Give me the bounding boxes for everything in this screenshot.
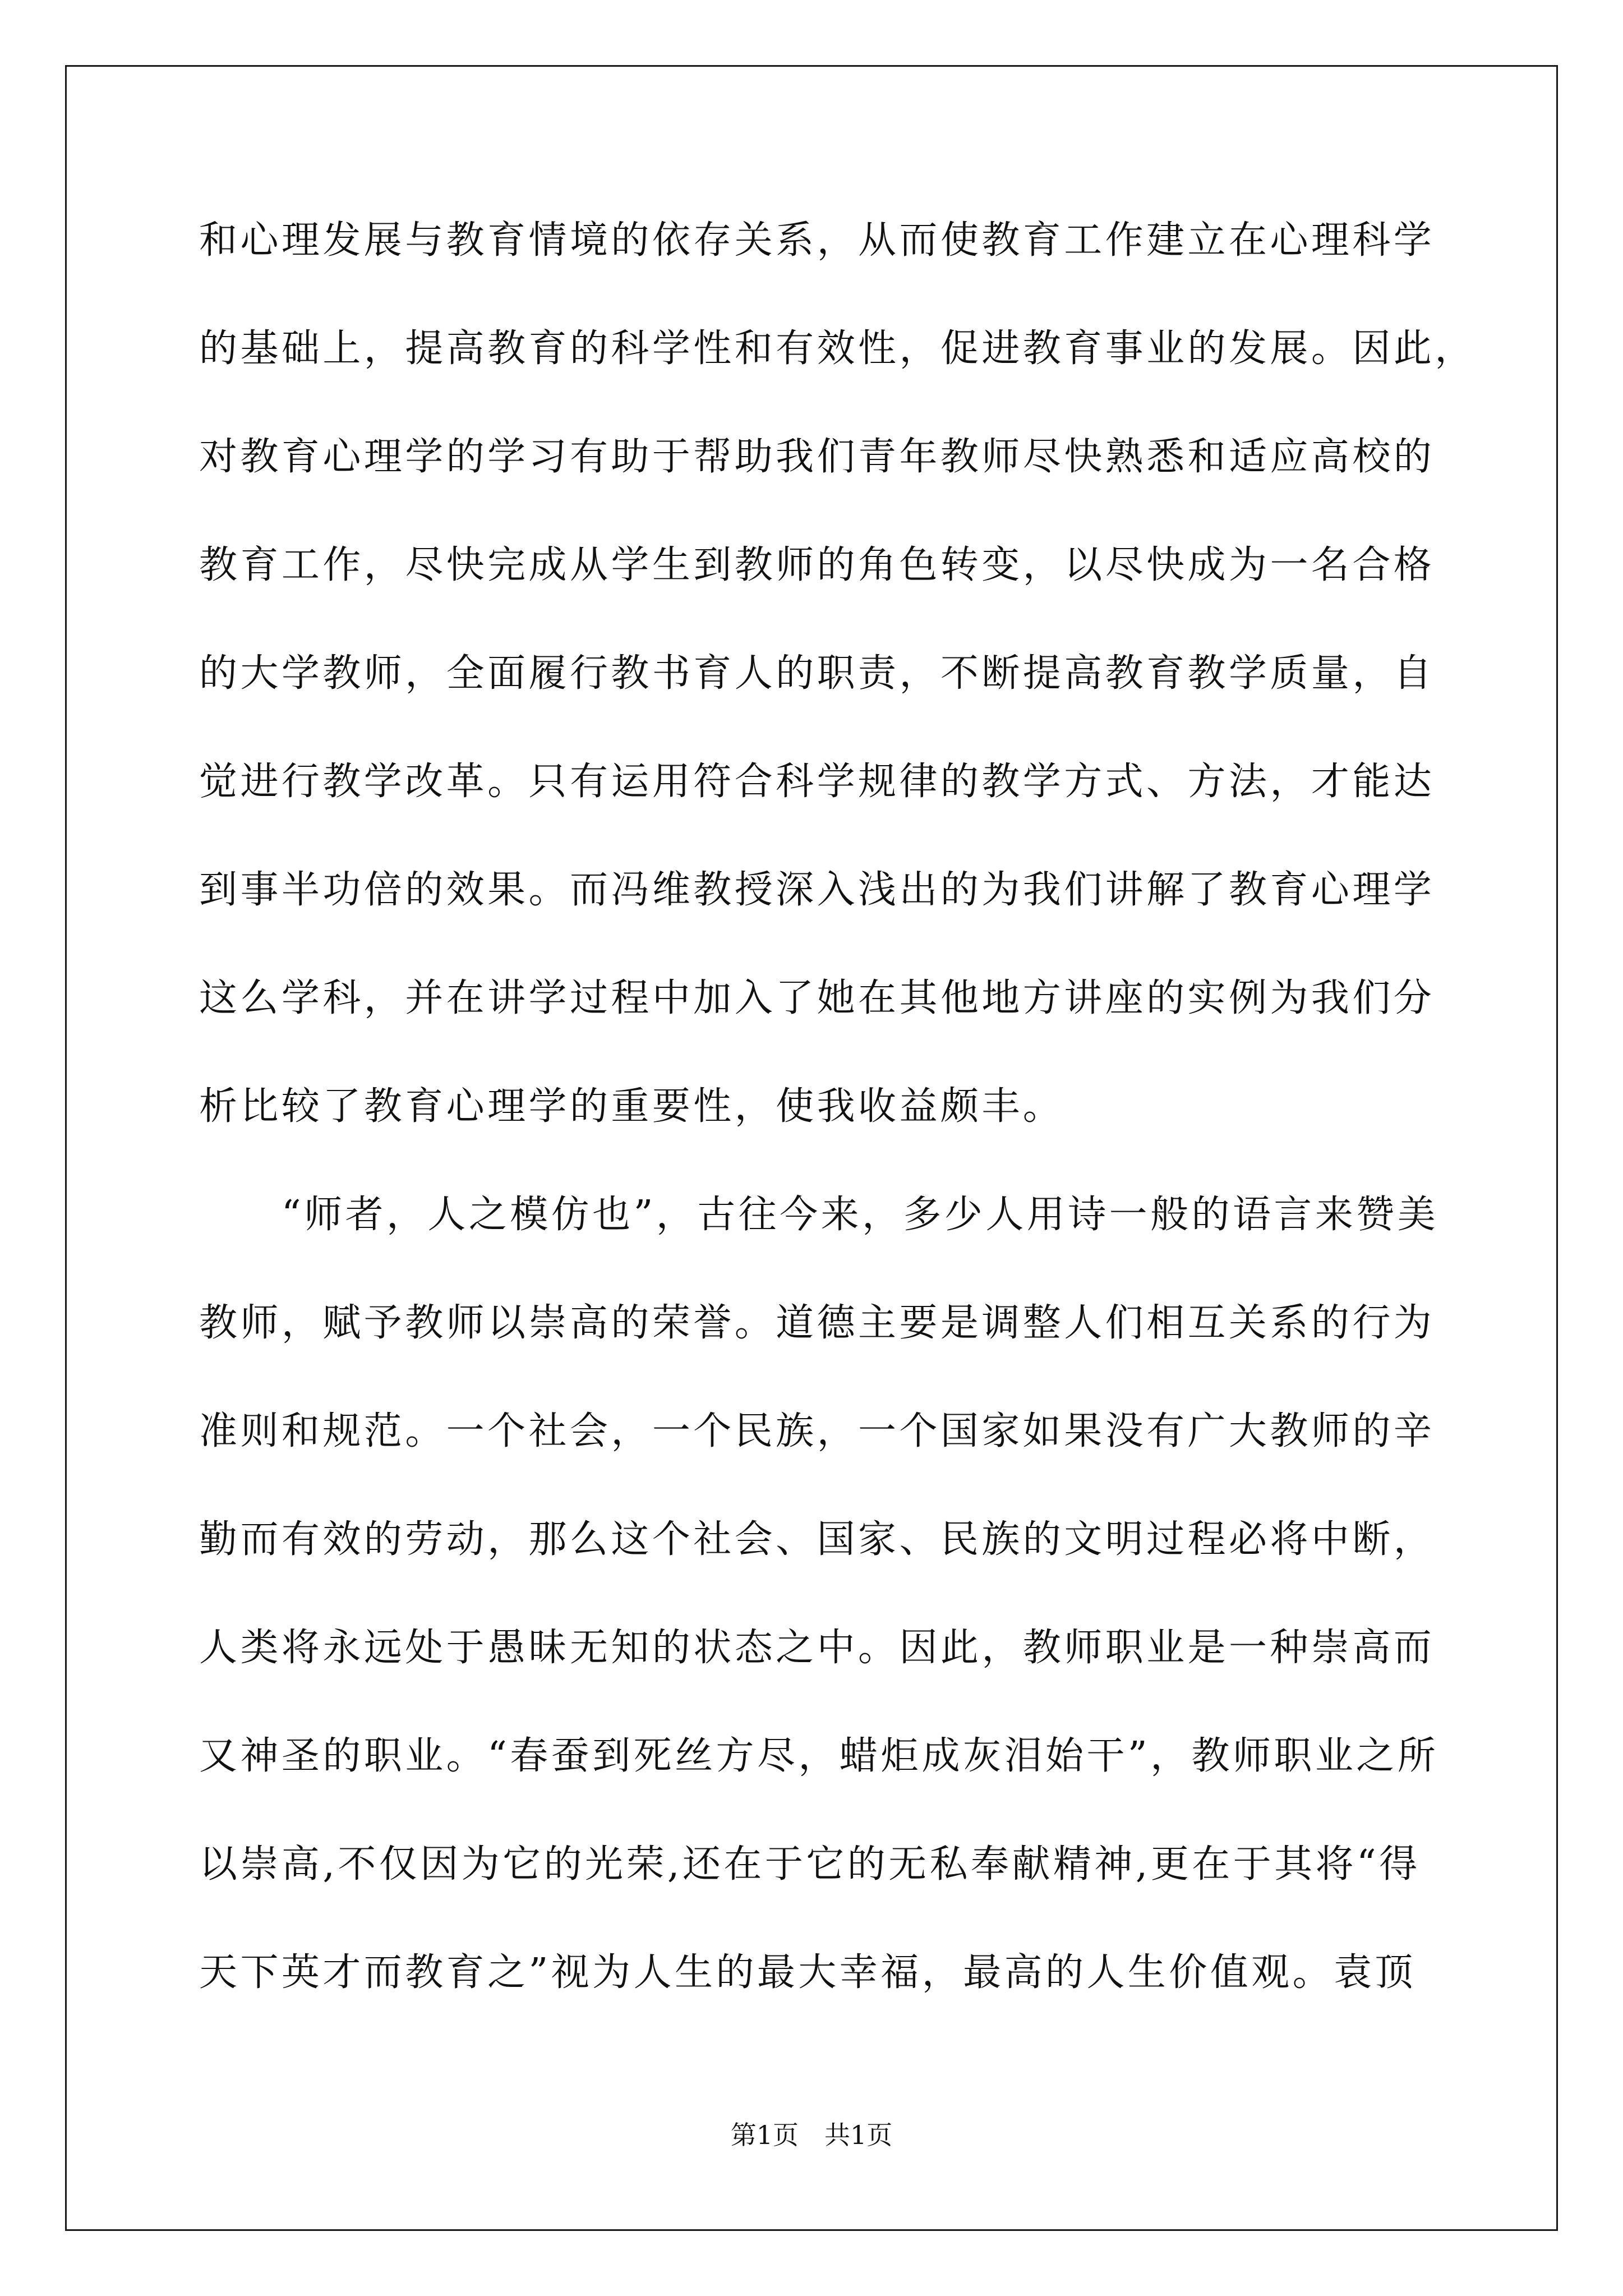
text-line: 析比较了教育心理学的重要性，使我收益颇丰。	[199, 1084, 1064, 1129]
text-line: 觉进行教学改革。只有运用符合科学规律的教学方式、方法，才能达	[199, 760, 1435, 804]
text-line: 又神圣的职业。“春蚕到死丝方尽，蜡炬成灰泪始干”，教师职业之所	[199, 1734, 1439, 1778]
page-footer: 第1页 共1页	[730, 2120, 893, 2150]
text-line: 的大学教师，全面履行教书育人的职责，不断提高教育教学质量，自	[199, 651, 1435, 696]
text-line: 的基础上，提高教育的科学性和有效性，促进教育事业的发展。因此，	[199, 326, 1476, 371]
text-line: 教师，赋予教师以崇高的荣誉。道德主要是调整人们相互关系的行为	[199, 1301, 1435, 1345]
text-line: 人类将永远处于愚昧无知的状态之中。因此，教师职业是一种崇高而	[199, 1626, 1435, 1670]
document-body	[199, 218, 1476, 2062]
text-line: 勤而有效的劳动，那么这个社会、国家、民族的文明过程必将中断，	[199, 1517, 1435, 1562]
text-line: 教育工作，尽快完成从学生到教师的角色转变，以尽快成为一名合格	[199, 543, 1435, 587]
text-line: 和心理发展与教育情境的依存关系，从而使教育工作建立在心理科学	[199, 218, 1435, 263]
text-line: 天下英才而教育之”视为人生的最大幸福，最高的人生价值观。袁顶	[199, 1950, 1416, 1995]
text-line: 准则和规范。一个社会，一个民族，一个国家如果没有广大教师的辛	[199, 1409, 1435, 1453]
text-line: 到事半功倍的效果。而冯维教授深入浅出的为我们讲解了教育心理学	[199, 868, 1435, 912]
text-line: 对教育心理学的学习有助于帮助我们青年教师尽快熟悉和适应高校的	[199, 435, 1435, 479]
text-line: “师者，人之模仿也”，古往今来，多少人用诗一般的语言来赞美	[199, 1193, 1439, 1237]
text-line: 以崇高,不仅因为它的光荣,还在于它的无私奉献精神,更在于其将“得	[199, 1842, 1421, 1887]
text-line: 这么学科，并在讲学过程中加入了她在其他地方讲座的实例为我们分	[199, 976, 1435, 1020]
